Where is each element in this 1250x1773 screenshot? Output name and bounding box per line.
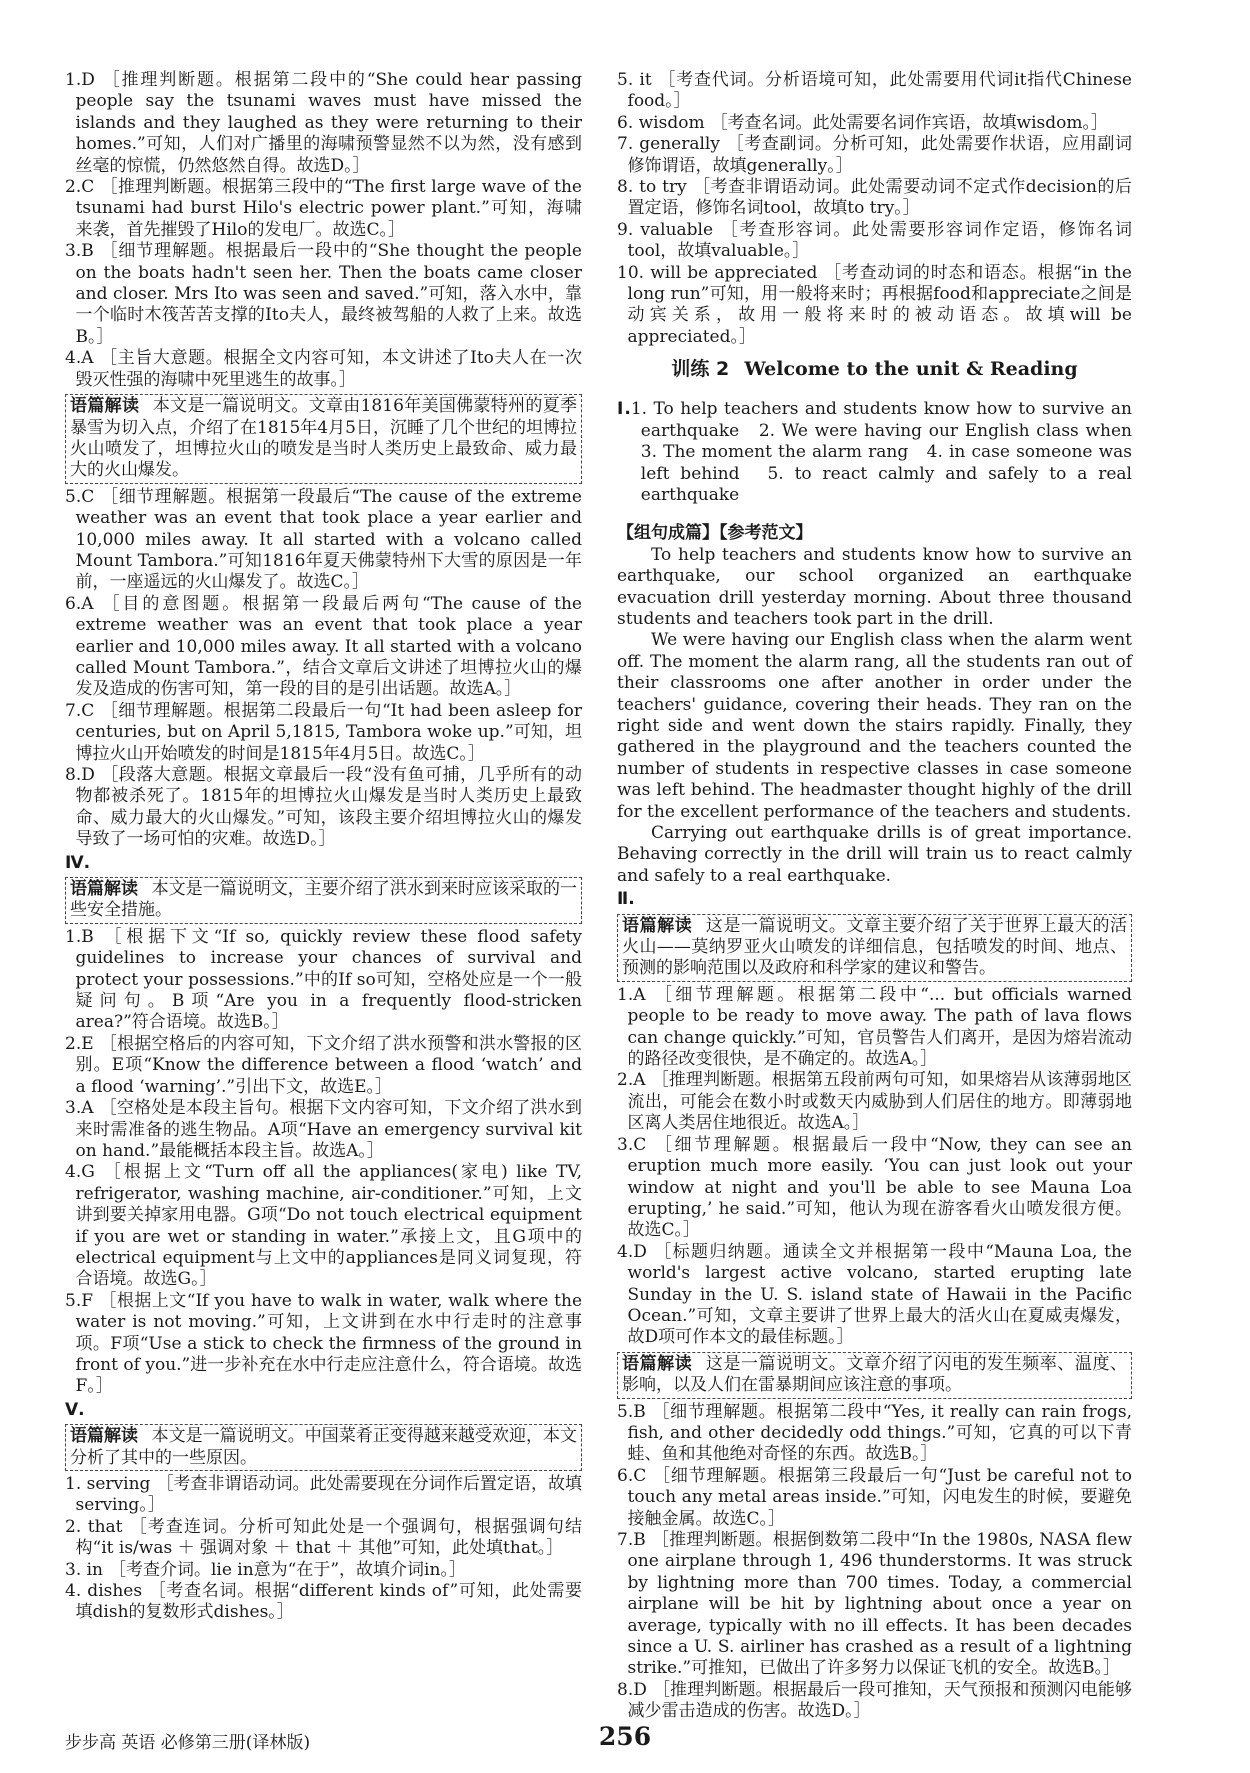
passage-analysis-box (65, 1424, 582, 1471)
answer-item (617, 1402, 1132, 1466)
left-column (65, 70, 582, 1655)
unit-heading-cn: 训练 2 (671, 358, 730, 381)
answer-item (65, 594, 582, 701)
answer-item (65, 765, 582, 851)
answer-explanation: ［推理判断题。根据倒数第二段中“In the 1980s, NASA flew one airplane through 1, 496 thunderstorms. It was struck by lightning more than 700 times. Today, a commercial airplane will be hit by lightning about once a year on average, typically with no ill effects. It has been decades since a U. S. airliner has crashed as a result of a lightning strike.”可推知，已做出了许多努力以保证飞机的安全。故选B。］ (627, 1530, 1132, 1679)
answer-number: 7.B (617, 1530, 646, 1550)
answer-explanation: ［根据上文“Turn off all the appliances(家电) like TV, refrigerator, washing machine, air-conditioner.”可知，上文讲到要关掉家用电器。G项“Do not touch electrical equipment if you are wet or standing in water.”承接上文，且G项中的electrical equipment与上文中的appliances是同义词复现，符合语境。故选G。］ (75, 1162, 582, 1290)
answer-explanation: ［目的意图题。根据第一段最后两句“The cause of the extreme weather was an event that took place a year earlier and 10,000 miles away. It all started with a volcano called Mount Tambora.”，结合文章后文讲述了坦博拉火山的爆发及造成的伤害可知，第一段的目的是引出话题。故选A。］ (75, 593, 582, 700)
answer-explanation: ［标题归纳题。通读全文并根据第一段中“Mauna Loa, the world's largest active volcano, started erupting late Sunday in the U. S. island state of Hawaii in the Pacific Ocean.”可知，文章主要讲了世界上最大的活火山在夏威夷爆发，故D项可作本文的最佳标题。］ (627, 1241, 1132, 1348)
answer-item (617, 177, 1132, 220)
passage-analysis-text: 本文是一篇说明文，主要介绍了洪水到来时应该采取的一些安全措施。 (70, 879, 578, 921)
answer-number: 1.A (617, 984, 646, 1005)
answer-explanation: ［细节理解题。根据最后一段中的“She thought the people on the boats hadn't seen her. Then the boats came closer and closer. Mrs Ito was seen and saved.”可知，落入水中，靠一个临时木筏苦苦支撑的Ito夫人，最终被驾船的人救了上来。故选B。］ (75, 241, 582, 347)
answer-explanation: ［考查名词。根据“different kinds of”可知，此处需要填dish的复数形式dishes。］ (75, 1581, 583, 1623)
answer-number: 2.A (617, 1070, 646, 1091)
answer-explanation: ［推理判断题。根据第三段中的“The first large wave of the tsunami had burst Hilo's electric power plant.”可知，海啸来袭，首先摧毁了Hilo的发电厂。故选C。］ (75, 177, 582, 240)
part1-answer-text: 1. To help teachers and students know how to survive an earthquake 2. We were having our English class when 3. The moment the alarm rang 4. in case someone was left behind 5. to react calmly and safely to a real earthquake (630, 399, 1149, 505)
answer-number: 8. to try (617, 177, 687, 198)
answer-item (617, 1466, 1132, 1530)
answer-item (65, 927, 582, 1034)
answer-explanation: ［推理判断题。根据最后一段可推知，天气预报和预测闪电能够减少雷击造成的伤害。故选D。］ (627, 1679, 1132, 1722)
answer-explanation: ［根据上文“If you have to walk in water, walk where the water is not moving.”可知，上文讲到在水中行走时的注意事项。F项“Use a stick to check the firmness of the ground in front of you.”进一步补充在水中行走应注意什么，符合语境。故选F。］ (75, 1290, 582, 1397)
passage-analysis-label: 语篇解读 (70, 879, 139, 900)
answer-item (617, 1530, 1132, 1680)
answer-number: 4.D (617, 1241, 647, 1262)
answer-number: 5.B (617, 1401, 646, 1422)
answer-number: 8.D (617, 1679, 647, 1700)
answer-explanation: ［考查连词。分析可知此处是一个强调句，根据强调句结构“it is/was ＋ 强调对象 ＋ that ＋ 其他”可知，此处填that。］ (75, 1516, 582, 1559)
answer-number: 4. dishes (65, 1581, 143, 1602)
answer-item (617, 1070, 1132, 1134)
answer-number: 6.C (617, 1465, 647, 1486)
answer-item (617, 70, 1132, 113)
answer-explanation: ［推理判断题。根据第二段中的“She could hear passing people say the tsunami waves must have missed the islands and they laughed as they were returning to their homes.”可知，人们对广播里的海啸预警显然不以为然，没有感到丝毫的惊慌，仍然悠然自得。故选D。］ (75, 70, 582, 176)
answer-explanation: ［细节理解题。根据第一段最后“The cause of the extreme weather was an event that took place a year earlier and 10,000 miles away. It all started with a volcano called Mount Tambora.”可知1816年夏天佛蒙特州下大雪的原因是一年前，一座遥远的火山爆发了。故选C。］ (75, 486, 582, 593)
answer-number: 4.A (65, 348, 94, 369)
answer-explanation: ［考查动词的时态和语态。根据“in the long run”可知，用一般将来时；再根据food和appreciate之间是动宾关系，故用一般将来时的被动语态。故填will be appreciated。］ (627, 262, 1132, 347)
answer-item (65, 348, 582, 391)
answer-item (65, 1474, 582, 1517)
answer-number: 3. in (65, 1559, 104, 1580)
answer-item (65, 1517, 582, 1560)
answer-explanation: ［细节理解题。根据第二段最后一句“It had been asleep for centuries, but on April 5,1815, Tambora woke up.”可知，坦博拉火山开始喷发的时间是1815年4月5日。故选C。］ (75, 700, 582, 764)
unit-heading-en: Welcome to the unit & Reading (744, 358, 1078, 381)
answer-number: 2. that (65, 1516, 123, 1537)
passage-analysis-label: 语篇解读 (622, 915, 693, 936)
answer-item (65, 241, 582, 348)
answer-item (65, 177, 582, 241)
answer-explanation: ［根据下文“If so, quickly review these flood safety guidelines to increase your chances of survival and protect your possessions.”中的If so可知，空格处应是一个一般疑问句。B项“Are you in a frequently flood-stricken area?”符合语境。故选B。］ (75, 926, 582, 1033)
unit-heading (617, 356, 1132, 382)
answer-explanation: ［细节理解题。根据第二段中“Yes, it really can rain frogs, fish, and other decidedly odd things.”可知，它真的可以下青蛙、鱼和其他绝对奇怪的东西。故选B。］ (627, 1401, 1132, 1465)
essay-label: 【组句成篇】【参考范文】 (617, 523, 813, 544)
passage-analysis-text: 这是一篇说明文。文章介绍了闪电的发生频率、温度、影响，以及人们在雷暴期间应该注意的事项。 (622, 1353, 1128, 1396)
answer-item (65, 1581, 582, 1624)
answer-explanation: ［考查非谓语动词。此处需要现在分词作后置定语，故填serving。］ (75, 1474, 582, 1516)
answer-number: 6.A (65, 593, 94, 614)
answer-number: 1.D (65, 70, 95, 90)
section-number: Ⅱ. (617, 889, 635, 910)
answer-explanation: ［推理判断题。根据第五段前两句可知，如果熔岩从该薄弱地区流出，可能会在数小时或数天内威胁到人们居住的地方。即薄弱地区离人类居住地很近。故选A。］ (627, 1070, 1132, 1134)
answer-item (65, 70, 582, 177)
answer-item (617, 985, 1132, 1071)
answer-number: 1. serving (65, 1474, 151, 1494)
answer-number: 5. it (617, 70, 652, 90)
passage-analysis-text: 本文是一篇说明文。中国菜肴正变得越来越受欢迎，本文分析了其中的一些原因。 (70, 1426, 578, 1468)
answer-explanation: ［考查代词。分析语境可知，此处需要用代词it指代Chinese food。］ (627, 70, 1132, 112)
answer-number: 3.A (65, 1098, 94, 1119)
answer-explanation: ［空格处是本段主旨句。根据下文内容可知，下文介绍了洪水到来时需准备的逃生物品。A项“Have an emergency survival kit on hand.”最能概括本段主旨。故选A。］ (75, 1098, 582, 1161)
answer-item (617, 113, 1132, 134)
answer-item (617, 1680, 1132, 1723)
answer-explanation: ［段落大意题。根据文章最后一段“没有鱼可捕，几乎所有的动物都被杀死了。1815年的坦博拉火山爆发是当时人类历史上最致命、威力最大的火山爆发。”可知，该段主要介绍坦博拉火山的爆发导致了一场可怕的灾难。故选D。］ (75, 765, 582, 850)
passage-analysis-label: 语篇解读 (70, 396, 140, 417)
answer-number: 4.G (65, 1162, 95, 1183)
answer-item (65, 1034, 582, 1098)
passage-analysis-box (617, 914, 1132, 982)
essay-paragraph: To help teachers and students know how to survive an earthquake, our school organized an earthquake evacuation drill yesterday morning. About three thousand students and teachers took part in the drill. (617, 544, 1132, 629)
section-number: Ⅰ. (617, 399, 631, 420)
answer-item (65, 1098, 582, 1162)
answer-number: 9. valuable (617, 219, 714, 240)
answer-explanation: ［考查非谓语动词。此处需要动词不定式作decision的后置定语，修饰名词tool，故填to try。］ (627, 177, 1132, 219)
passage-analysis-box (65, 394, 582, 484)
answer-item (65, 1162, 582, 1290)
answer-number: 2.E (65, 1033, 94, 1054)
answer-explanation: ［考查副词。分析可知，此处需要作状语，应用副词修饰谓语，故填generally。］ (627, 134, 1132, 176)
answer-item (617, 1135, 1132, 1242)
answer-explanation: ［细节理解题。根据最后一段中“Now, they can see an eruption much more easily. ‘You can just look out your window at night and you'll be able to see Mauna Loa erupting,’ he said.”可知，他认为现在游客看火山喷发很方便。故选C。］ (627, 1134, 1132, 1241)
answer-item (617, 263, 1132, 349)
answer-explanation: ［主旨大意题。根据全文内容可知，本文讲述了Ito夫人在一次毁灭性强的海啸中死里逃生的故事。］ (75, 348, 582, 390)
answer-item (65, 1291, 582, 1398)
page-number: 256 (598, 1722, 652, 1751)
answer-explanation: ［考查介词。lie in意为“在于”，故填介词in。］ (108, 1559, 466, 1580)
answer-number: 10. will be appreciated (617, 262, 818, 283)
answer-item (617, 220, 1132, 263)
answer-number: 2.C (65, 177, 95, 198)
answer-number: 5.C (65, 486, 95, 507)
answer-item (65, 701, 582, 765)
answer-number: 7.C (65, 700, 95, 721)
passage-analysis-box (65, 877, 582, 924)
answer-explanation: ［考查名词。此处需要名词作宾语，故填wisdom。］ (710, 112, 1108, 133)
essay-paragraph: Carrying out earthquake drills is of great importance. Behaving correctly in the drill will train us to react calmly and safely to a real earthquake. (617, 823, 1132, 886)
passage-analysis-text: 这是一篇说明文。文章主要介绍了关于世界上最大的活火山——莫纳罗亚火山喷发的详细信息，包括喷发的时间、地点、预测的影响范围以及政府和科学家的建议和警告。 (622, 915, 1128, 979)
answer-number: 3.B (65, 241, 94, 262)
answer-explanation: ［根据空格后的内容可知，下文介绍了洪水预警和洪水警报的区别。E项“Know the difference between a flood ‘watch’ and a flood ‘warning’.”引出下文，故选E。］ (75, 1033, 582, 1097)
answer-number: 7. generally (617, 134, 720, 155)
answer-item (617, 1242, 1132, 1349)
passage-analysis-label: 语篇解读 (622, 1353, 693, 1374)
section-number: Ⅴ. (65, 1399, 85, 1420)
answer-explanation: ［考查形容词。此处需要形容词作定语，修饰名词tool，故填valuable。］ (627, 219, 1133, 262)
answer-item (65, 487, 582, 594)
answer-number: 1.B (65, 926, 94, 947)
right-column (617, 70, 1149, 1722)
essay-paragraph: We were having our English class when the alarm went off. The moment the alarm rang, all the students ran out of their classrooms one after another in order under the teachers' guidance, covering their heads. They ran on the right side and went down the stairs rapidly. Finally, they gathered in the playground and the teachers counted the number of students in respective classes in case someone was left behind. The headmaster thought highly of the drill for the excellent performance of the teachers and students. (617, 630, 1132, 822)
answer-item (617, 134, 1132, 177)
answer-explanation: ［细节理解题。根据第三段最后一句“Just be careful not to touch any metal areas inside.”可知，闪电发生的时候，要避免接触金属。故选C。］ (627, 1465, 1132, 1529)
answer-explanation: ［细节理解题。根据第二段中“... but officials warned people to be ready to move away. The path of lava flows can change quickly.”可知，官员警告人们离开，是因为熔岩流动的路径改变很快，是不确定的。故选A。］ (627, 984, 1132, 1070)
answer-number: 5.F (65, 1290, 94, 1311)
answer-number: 6. wisdom (617, 112, 705, 133)
answer-number: 8.D (65, 765, 95, 785)
book-title-footer: 步步高 英语 必修第三册(译林版) (65, 1733, 311, 1753)
passage-analysis-box (617, 1352, 1132, 1399)
section-number: Ⅳ. (65, 852, 91, 873)
answer-number: 3.C (617, 1134, 647, 1155)
passage-analysis-label: 语篇解读 (70, 1426, 139, 1447)
part1-answers (617, 399, 1149, 506)
answer-item (65, 1560, 582, 1581)
passage-analysis-text: 本文是一篇说明文。文章由1816年美国佛蒙特州的夏季暴雪为切入点，介绍了在1815年4月5日，沉睡了几个世纪的坦博拉火山喷发了，坦博拉火山的喷发是当时人类历史上最致命、威力最大的火山爆发。 (70, 396, 578, 481)
